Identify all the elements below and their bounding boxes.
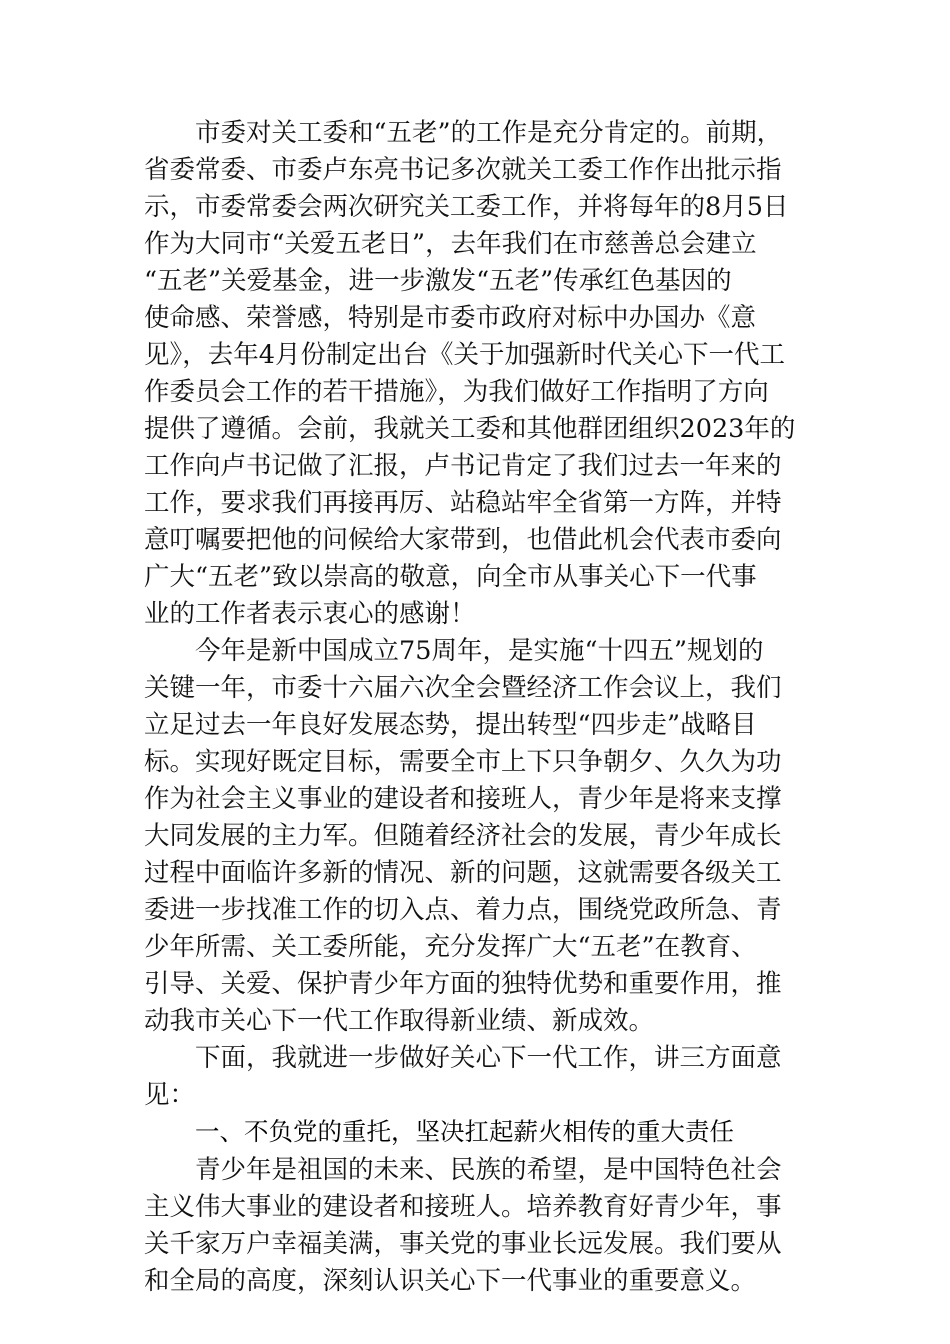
document-page: 市委对关工委和“五老”的工作是充分肯定的。前期， 省委常委、市委卢东亮书记多次就关工委工作作出批示指 示，市委常委会两次研究关工委工作，并将每年的8月5日 作为大同市“关爱五老日”，去年我们在市慈善总会建立 “五老”关爱基金，进一步激发“五老”传承红色基因的 使命感、荣誉感，特别是市委市政府对标中办国办《意 见》，去年4月份制定出台《关于加强新时代关心下一代工 作委员会工作的若干措施》，为我们做好工作指明了方向 提供了遵循。会前，我就关工委和其他群团组织2023年的 工作向卢书记做了汇报，卢书记肯定了我们过去一年来的 工作，要求我们再接再厉、站稳站牢全省第一方阵，并特 意叮嘱要把他的问候给大家带到，也借此机会代表市委向 广大“五老”致以崇高的敬意，向全市从事关心下一代事 业的工作者表示衷心的感谢！ 今年是新中国成立75周年，是实施“十四五”规划的 关键一年，市委十六届六次全会暨经济工作会议上，我们 立足过去一年良好发展态势，提出转型“四步走”战略目 标。实现好既定目标，需要全市上下只争朝夕、久久为功 作为社会主义事业的建设者和接班人，青少年是将来支撑 大同发展的主力军。但随着经济社会的发展，青少年成长 过程中面临许多新的情况、新的问题，这就需要各级关工 委进一步找准工作的切入点、着力点，围绕党政所急、青 少年所需、关工委所能，充分发挥广大“五老”在教育、 引导、关爱、保护青少年方面的独特优势和重要作用，推 动我市关心下一代工作取得新业绩、新成效。 下面，我就进一步做好关心下一代工作，讲三方面意 见： 一、不负党的重托，坚决扛起薪火相传的重大责任 青少年是祖国的未来、民族的希望，是中国特色社会 主义伟大事业的建设者和接班人。培养教育好青少年，事 关千家万户幸福美满，事关党的事业长远发展。我们要从 和全局的高度，深刻认识关心下一代事业的重要意义。 xyxy=(0,0,950,1344)
